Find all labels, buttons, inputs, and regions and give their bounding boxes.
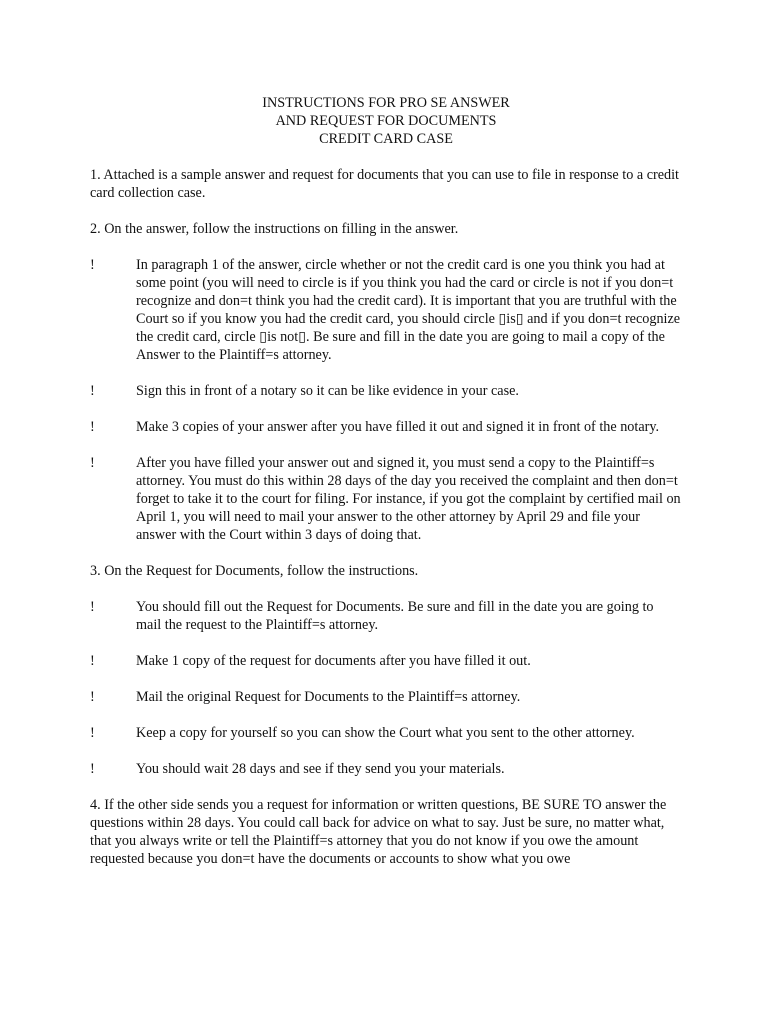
bullet-text: Mail the original Request for Documents to the Plaintiff=s attorney.	[136, 689, 521, 705]
bullet-mark: !	[90, 257, 95, 273]
document-title	[90, 94, 682, 148]
bullet-text: After you have filled your answer out and signed it, you must send a copy to the Plaintiff=s attorney. You must do this within 28 days of the day you received the complaint and then don=t forget to take it to the court for filing. For instance, if you got the complaint by certified mail on April 1, you will need to mail your answer to the other attorney by April 29 and file your answer with the Court within 3 days of doing that.	[136, 455, 681, 543]
paragraph-2: 2. On the answer, follow the instructions on filling in the answer.	[90, 221, 459, 237]
bullet-text: Keep a copy for yourself so you can show the Court what you sent to the other attorney.	[136, 725, 635, 741]
bullet-mark: !	[90, 761, 95, 777]
bullet-mark: !	[90, 455, 95, 471]
bullet-mark: !	[90, 725, 95, 741]
paragraph-3: 3. On the Request for Documents, follow the instructions.	[90, 563, 419, 579]
title-line-1: INSTRUCTIONS FOR PRO SE ANSWER	[262, 95, 510, 111]
bullet-text: You should fill out the Request for Documents. Be sure and fill in the date you are going to mail the request to the Plaintiff=s attorney.	[136, 599, 654, 633]
request-bullet-1	[90, 598, 682, 634]
bullet-mark: !	[90, 383, 95, 399]
bullet-text: Sign this in front of a notary so it can be like evidence in your case.	[136, 383, 519, 399]
paragraph-4: 4. If the other side sends you a request for information or written questions, BE SURE TO answer the questions within 28 days. You could call back for advice on what to say. Just be sure, no matter what, that you always write or tell the Plaintiff=s attorney that you do not know if you owe the amount requested because you don=t have the documents or accounts to show what you owe	[90, 797, 667, 867]
bullet-text: In paragraph 1 of the answer, circle whether or not the credit card is one you think you had at some point (you will need to circle is if you think you had the card or circle is not if you don=t recognize and don=t think you had the credit card). It is important that you are truthful with the Court so if you know you had the credit card, you should circle ▯is▯ and if you don=t recognize the credit card, circle ▯is not▯. Be sure and fill in the date you are going to mail a copy of the Answer to the Plaintiff=s attorney.	[136, 257, 681, 363]
request-bullet-3	[90, 688, 682, 706]
answer-bullet-4	[90, 454, 682, 544]
title-line-2: AND REQUEST FOR DOCUMENTS	[275, 113, 497, 129]
answer-bullet-3	[90, 418, 682, 436]
title-line-3: CREDIT CARD CASE	[319, 131, 453, 147]
request-bullet-4	[90, 724, 682, 742]
paragraph-1: 1. Attached is a sample answer and request for documents that you can use to file in response to a credit card collection case.	[90, 167, 679, 201]
bullet-text: Make 3 copies of your answer after you have filled it out and signed it in front of the notary.	[136, 419, 660, 435]
bullet-text: Make 1 copy of the request for documents after you have filled it out.	[136, 653, 531, 669]
bullet-mark: !	[90, 653, 95, 669]
bullet-mark: !	[90, 689, 95, 705]
bullet-text: You should wait 28 days and see if they send you your materials.	[136, 761, 505, 777]
request-bullet-2	[90, 652, 682, 670]
bullet-mark: !	[90, 599, 95, 615]
request-bullet-5	[90, 760, 682, 778]
bullet-mark: !	[90, 419, 95, 435]
answer-bullet-2	[90, 382, 682, 400]
answer-bullet-1	[90, 256, 682, 364]
document-page	[90, 94, 682, 886]
